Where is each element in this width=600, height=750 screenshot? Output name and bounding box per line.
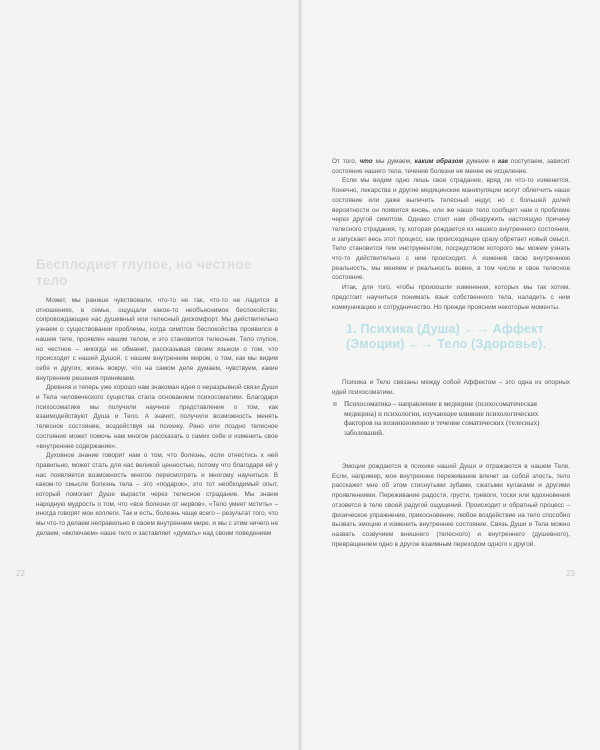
right-closing-text [332,462,570,549]
intro-part: мы думаем, [372,158,415,165]
right-intro-paragraph-3: Итак, для того, чтобы произошли изменения, которых мы так хотим, предстоит научиться понимать язык собственного тела, наладить с ним коммуникацию и сотрудничество. Но прежде проясним некоторые моменты. [332,284,570,311]
intro-part: думаем и [463,158,498,165]
emphasis-what: что [359,158,373,165]
left-body-text [36,296,278,539]
right-intro-paragraph-1 [332,157,570,176]
intro-part: От того, [332,158,360,165]
left-section-heading: Бесплодиет глупое, но честное тело [36,257,252,288]
emphasis-how: как [497,158,509,165]
right-lead-paragraph: Психика и Тело связаны между собой Аффектом – это одна из опорных идей психосоматики. [332,379,570,396]
emphasis-how-way: каким образом [414,158,464,165]
left-paragraph-1: Может, мы ранише чувствовали, что-то не так, что-то не ладится в отношениях, в семье, ощущали какое-то необъяснимое беспокойство, сопровождающее нас душевный или телесный дискомфорт. Мы действительно узнаем о существовании проблемы, когда симптом беспокойства проявился в нашем теле, проявлен нашим телом, и это становится телесным. Тело глупое, но честное – никогда не обманет, рассказывая своим языком о том, что происходит с нашей Душой, с нашим внутренним миром, о том, как мы видим себя и других, жизнь вокруг, что на самом деле думаем, чувствуем, какие внутренние решения принимаем. [36,297,278,382]
right-page [300,0,600,750]
intro-part: поступаем, зависит состояние нашего тела, течение болезни не менее ее исцеление. [332,158,570,175]
definition-callout: Психосоматика – направление в медицине (психосоматическая медицина) и психологии, изучающее влияние психологических факторов на возникновение и течение соматических (телесных) заболеваний. [344,400,540,437]
callout-marker [333,402,337,406]
right-lead-text [332,378,570,397]
page-number-left: 22 [16,569,25,578]
right-closing-paragraph: Эмоции рождаются в психике нашей Души и отражаются в нашем Теле. Если, например, мое внутреннее переживание влечет за собой злость, тело расскажет мне об этом стиснутыми зубами, сжатыми кулаками и другими проявлениями. Переживание радости, грусти, тревоги, тоски или вдохновения отзовется в теле своей радугой ощущений. Происходит и обратный процесс – физическое упражнение, прикосновение, любое воздействие на тело способно вызвать эмоцию и изменить внутреннее состояние. Связь Души и Тела можно назвать созвучием внешнего (телесного) и внутреннего (душевного), превращением одно в другое взаимным переходом одного к другой. [332,463,570,548]
book-gutter [298,0,302,750]
right-section-heading: 1. Психика (Душа) ←→ Аффект (Эмоции) ←→ Тело (Здоровье). [346,322,547,351]
left-paragraph-2: Древняя и теперь уже хорошо нам знакомая идея о неразрывной связи Души и Тела человеческого существа стала основанием психосоматики. Благодаря психосоматике мы получили научное представление о том, как взаимодействуют Душа и Тело. А значит, получили возможность менять телесное состояние, воздействуя на психику. Рано или поздно телесное состояние может помочь нам многое рассказать о самих себе и изменить свое «внутреннее содержание». [36,384,278,450]
left-paragraph-3: Духовное знание говорит нам о том, что болезнь, если отнестись к ней правильно, может стать для нас великой ценностью, потому что благодаря ей у нас появляется возможность многое пересмотреть и многому научиться. В каком-то смысле болезнь тела – это «подарок», это тот необходимый опыт, который помогает Душе вырасти через телесное страдание. Мы знаем народную мудрость о том, что «все болезни от нервов», «Тело умеет мстить» – иногда говорят мои коллеги. Так и есть, болезнь чаще всего – результат того, что мы что-то делаем неправильно в своем внутреннем мире, и мы с этим ничего не делаем, «включаем» наше тело и заставляет «думать» над своим поведением [36,452,278,537]
page-number-right: 23 [566,569,575,578]
right-intro-paragraph-2: Если мы видим одно лишь свое страдание, вряд ли что-то изменится. Конечно, лекарства и другие медицинские манипуляции могут облегчить наше состояние или даже вылечить телесный недуг, но с большей долей вероятности он появится вновь, или же наше тело сообщит нам о проблеме через другой симптом. Однако стоит нам обнаружить настоящую причину телесного страдания, ту, которая рождается из нашего внутреннего состояния, и запускает весь этот процесс, как происходящее сразу обретает новый смысл. Тело становится тем инструментом, посредством которого мы можем узнать что-то действительно с ним происходит. А изменив свою внутреннюю реальность, мы меняем и реальность вовне, в том числе и свое телесное состояние. [332,177,570,282]
right-intro-text [332,157,570,312]
